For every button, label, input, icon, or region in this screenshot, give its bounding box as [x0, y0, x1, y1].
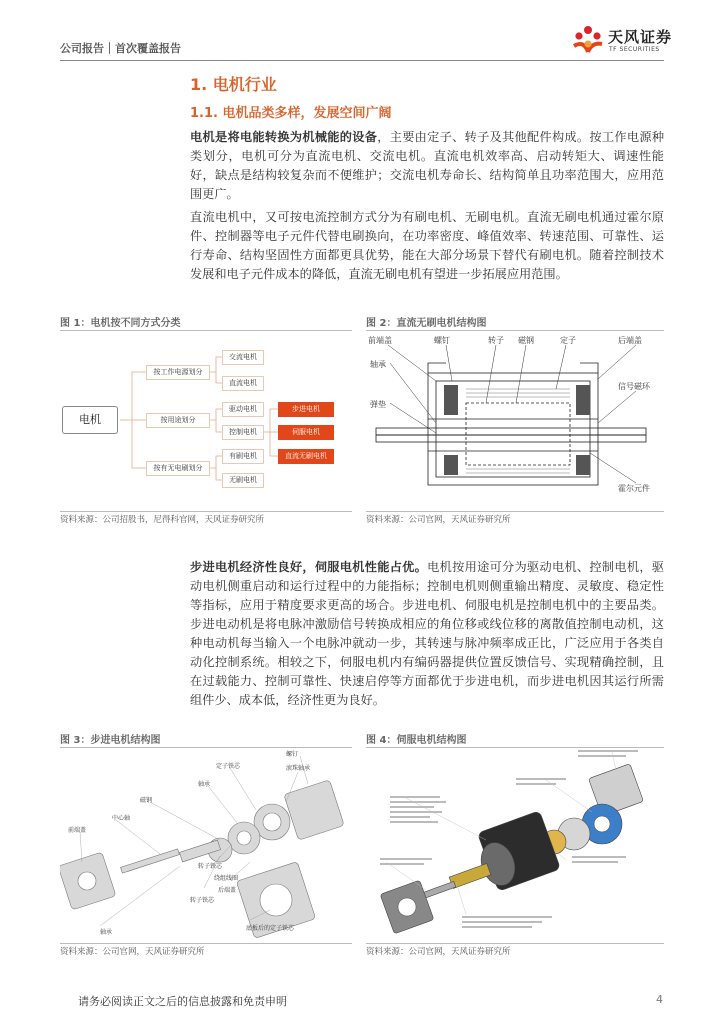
fig3-title-rule: [60, 747, 352, 748]
fig3-label-rear-cover: 后端盖: [218, 887, 237, 894]
paragraph-1-body: ，主要由定子、转子及其他配件构成。按工作电源种类划分，电机可分为直流电机、交流电机。直流电机效率高、启动转矩大、调速性能好，缺点是结构较复杂而不便维护；交流电机寿命长、结构简单且功率范围大，应用范围更广。: [190, 130, 665, 201]
fig3-label-front-cover: 前端盖: [68, 827, 87, 834]
paragraph-1: [190, 128, 664, 204]
fig4-title-rule: [366, 747, 664, 748]
fig3-label-screw: 螺钉: [286, 751, 299, 758]
tree-node-by-brush: 按有无电刷划分: [146, 461, 210, 476]
logo-english-name: TF SECURITIES: [609, 46, 660, 53]
section-heading: 1. 电机行业: [190, 75, 277, 94]
fig1-title-rule: [60, 330, 352, 331]
label-front-cover: 前端盖: [368, 336, 392, 345]
servo-exploded-diagram: [366, 750, 664, 942]
fig1-title: 图 1：电机按不同方式分类: [60, 318, 181, 329]
fig1-source: 资料来源：公司招股书，尼得科官网，天风证券研究所: [60, 515, 265, 525]
tree-node-by-use: 按用途划分: [146, 413, 210, 428]
paragraph-2: 直流电机中，又可按电流控制方式分为有刷电机、无刷电机。直流无刷电机通过霍尔原件、控制器等电子元件代替电刷换向，在功率密度、峰值效率、转速范围、可靠性、运行寿命、结构坚固性方面都更具优势，能在大部分场景下替代有刷电机。随着控制技术发展和电子元件成本的降低，直流无刷电机有望进一步拓展应用范围。: [190, 210, 664, 281]
label-magnet: 磁钢: [518, 336, 534, 345]
fig3-label-magnet: 磁钢: [140, 797, 153, 804]
bldc-structure-diagram: [366, 333, 664, 509]
paragraph-3: [190, 558, 664, 710]
fig3-title: 图 3：步进电机结构图: [60, 735, 161, 746]
tree-node-drive: 驱动电机: [222, 402, 264, 417]
label-hall-element: 霍尔元件: [618, 484, 650, 493]
fig2-title: 图 2：直流无刷电机结构图: [366, 318, 487, 329]
header-divider: [60, 60, 664, 61]
paragraph-3-body: 电机按用途可分为驱动电机、控制电机，驱动电机侧重启动和运行过程中的力能指标；控制电机则侧重输出精度、灵敏度、稳定性等指标，应用于精度要求更高的场合。步进电机、伺服电机是控制电机中的主要品类。步进电动机是将电脉冲激励信号转换成相应的角位移或线位移的离散值控制电动机，这种电动机每当输入一个电脉冲就动一步，其转速与脉冲频率成正比，广泛应用于各类自动化控制系统。相较之下，伺服电机内有编码器提供位置反馈信号、实现精确控制，且在过载能力、控制可靠性、快速启停等方面都优于步进电机，而步进电机因其运行所需组件少、成本低，经济性更为良好。: [190, 560, 665, 707]
fig4-title: 图 4：伺服电机结构图: [366, 735, 467, 746]
fig4-source: 资料来源：公司官网，天风证券研究所: [366, 947, 511, 957]
fig3-label-bearing-2: 轴承: [100, 929, 113, 936]
stepper-exploded-diagram: [60, 750, 352, 942]
tree-node-dc: 直流电机: [222, 376, 264, 391]
fig2-bottom-rule: [366, 511, 664, 512]
fig3-label-ball-bearing: 滚珠轴承: [286, 765, 311, 772]
fig4-bottom-rule: [366, 943, 664, 944]
fig3-label-stator-core: 定子铁芯: [216, 763, 241, 770]
tree-node-by-power: 按工作电源划分: [146, 365, 210, 380]
fig1-bottom-rule: [60, 511, 352, 512]
footer-disclaimer: 请务必阅读正文之后的信息披露和免责申明: [78, 995, 287, 1008]
tree-node-brushed: 有刷电机: [222, 449, 264, 464]
fig3-label-rotor-core-2: 转子铁芯: [190, 897, 215, 904]
tree-node-ac: 交流电机: [222, 350, 264, 365]
label-screw: 螺钉: [434, 336, 450, 345]
paragraph-3-lead: 步进电机经济性良好，伺服电机性能占优。: [190, 560, 428, 574]
fig3-label-shaft: 中心轴: [112, 815, 131, 822]
report-type-label: 公司报告｜首次覆盖报告: [60, 42, 181, 55]
fig3-label-rotor-core: 转子铁芯: [198, 863, 223, 870]
tree-node-control: 控制电机: [222, 425, 264, 440]
fig3-label-bearing: 轴承: [198, 781, 211, 788]
label-spring-washer: 弹垫: [370, 400, 386, 409]
label-rear-cover: 后端盖: [618, 336, 642, 345]
tree-root-motor: 电机: [62, 406, 118, 434]
fig3-source: 资料来源：公司官网，天风证券研究所: [60, 947, 205, 957]
logo-chinese-name: 天风证券: [608, 28, 673, 46]
label-rotor: 转子: [488, 336, 504, 345]
tree-node-stepper: 步进电机: [278, 402, 334, 417]
tree-node-servo: 伺服电机: [278, 425, 334, 440]
fig2-source: 资料来源：公司官网，天风证券研究所: [366, 515, 511, 525]
fig2-title-rule: [366, 330, 664, 331]
page-number: 4: [656, 993, 663, 1006]
fig3-bottom-rule: [60, 943, 352, 944]
label-stator: 定子: [560, 336, 576, 345]
tree-node-brushless: 无刷电机: [222, 473, 264, 488]
subsection-heading: 1.1. 电机品类多样，发展空间广阔: [190, 106, 392, 121]
label-signal-ring: 信号磁环: [618, 382, 650, 391]
paragraph-1-lead: 电机是将电能转换为机械能的设备: [190, 130, 378, 144]
fig3-label-winding: 绕组线圈: [214, 875, 239, 882]
fig1-tree-diagram: [60, 332, 352, 510]
label-bearing: 轴承: [370, 360, 386, 369]
fig3-label-stator-base: 底板后的定子铁芯: [246, 925, 295, 932]
tree-node-bldc: 直流无刷电机: [278, 449, 334, 464]
